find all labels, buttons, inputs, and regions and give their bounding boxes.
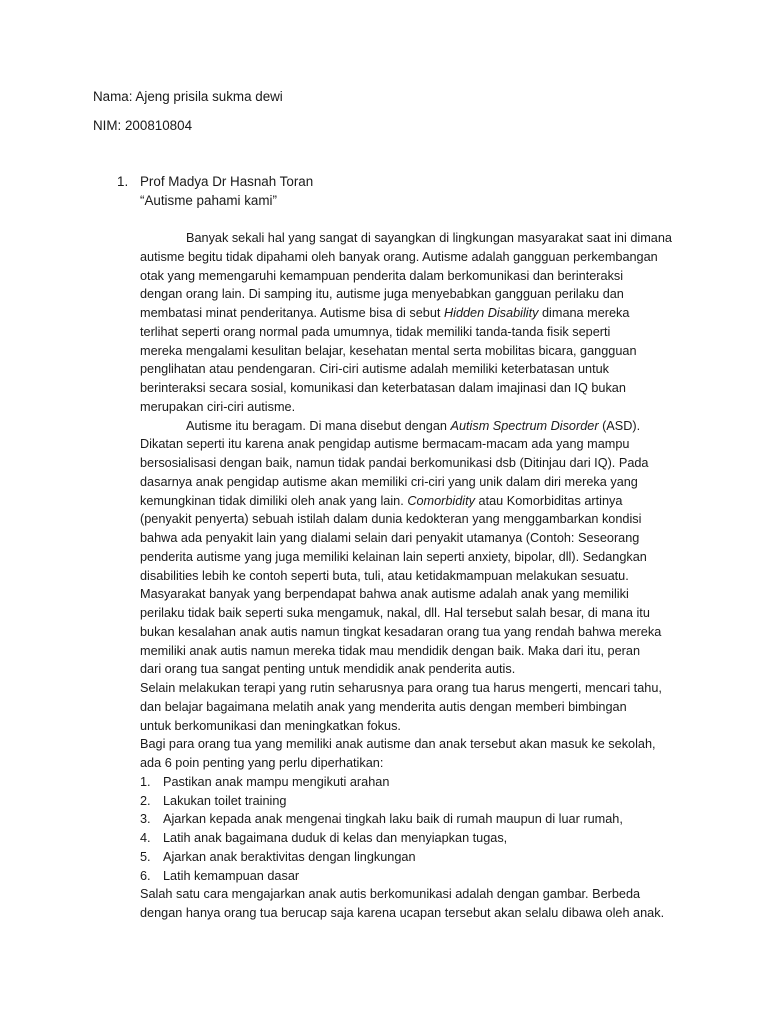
text-run: membatasi minat penderitanya. Autisme bisa di sebut [140,306,441,320]
italic-term: Hidden Disability [443,306,539,320]
tip-number: 4. [140,831,151,845]
paragraph-line: dengan hanya orang tua berucap saja karena ucapan tersebut akan selalu dibawa oleh anak. [140,906,665,920]
student-name-line: Nama: Ajeng prisila sukma dewi [93,89,283,104]
text-run: dimana mereka [542,306,630,320]
paragraph-line: disabilities lebih ke contoh seperti buta, tuli, atau ketidakmampuan melakukan sesuatu. [140,568,629,583]
tip-number: 1. [140,774,151,789]
paragraph-line: mereka mengalami kesulitan belajar, kesehatan mental serta mobilitas bicara, gangguan [140,343,637,358]
tip-item [140,848,685,867]
paragraph-line [140,492,685,511]
paragraph-line: memiliki anak autis namun mereka tidak mau mendidik dengan baik. Maka dari itu, peran [140,643,640,658]
paragraph-line: perilaku tidak baik seperti suka mengamuk, nakal, dll. Hal tersebut salah besar, di mana itu [140,606,650,620]
paragraph-line: Bagi para orang tua yang memiliki anak autisme dan anak tersebut akan masuk ke sekolah, [140,737,656,752]
section-number: 1. [117,174,129,189]
paragraph-line: penglihatan atau pendengaran. Ciri-ciri autisme adalah memiliki keterbatasan untuk [140,362,610,377]
paragraph-line: Salah satu cara mengajarkan anak autis berkomunikasi adalah dengan gambar. Berbeda [140,887,641,902]
paragraph-line: berinteraksi secara sosial, komunikasi dan keterbatasan dalam imajinasi dan IQ bukan [140,381,626,395]
tip-text: Latih kemampuan dasar [163,868,300,883]
tip-item [140,773,685,792]
text-run: kemungkinan tidak dimiliki oleh anak yang lain. [140,493,404,508]
tip-text: Latih anak bagaimana duduk di kelas dan menyiapkan tugas, [163,831,508,845]
paragraph-line: untuk berkomunikasi dan meningkatkan fokus. [140,718,401,733]
section-author: Prof Madya Dr Hasnah Toran [140,174,314,189]
paragraph-line: terlihat seperti orang normal pada umumnya, tidak memiliki tanda-tanda fisik seperti [140,324,611,339]
tip-item [140,829,685,848]
tip-item [140,792,685,811]
paragraph-line: bukan kesalahan anak autis namun tingkat kesadaran orang tua yang rendah bahwa mereka [140,624,662,639]
paragraph-line: dasarnya anak pengidap autisme akan memiliki cri-ciri yang unik dalam diri mereka yang [140,474,638,489]
document-body [140,229,685,923]
tip-number: 3. [140,812,151,827]
paragraph-line: dari orang tua sangat penting untuk mendidik anak penderita autis. [140,662,516,677]
paragraph-line: autisme begitu tidak dipahami oleh banyak orang. Autisme adalah gangguan perkembangan [140,249,658,264]
paragraph-line: penderita autisme yang juga memiliki kelainan lain seperti anxiety, bipolar, dll). Sedangkan [140,549,647,564]
paragraph-line: bahwa ada penyakit lain yang dialami selain dari penyakit utamanya (Contoh: Seseorang [140,531,640,545]
student-id-line: NIM: 200810804 [93,118,193,133]
text-run: (ASD). [602,418,641,433]
tip-number: 2. [140,793,151,808]
paragraph-line [140,304,685,323]
paragraph-line: bersosialisasi dengan baik, namun tidak pandai berkomunikasi dsb (Ditinjau dari IQ). Pada [140,456,649,470]
text-run: Autisme itu beragam. Di mana disebut dengan [186,418,447,433]
tip-text: Ajarkan anak beraktivitas dengan lingkungan [163,849,416,864]
paragraph-line: dan belajar bagaimana melatih anak yang menderita autis dengan memberi bimbingan [140,699,627,714]
tip-text: Ajarkan kepada anak mengenai tingkah laku baik di rumah maupun di luar rumah, [163,812,623,827]
paragraph-line: Banyak sekali hal yang sangat di sayangkan di lingkungan masyarakat saat ini dimana [186,231,672,245]
paragraph-line: ada 6 poin penting yang perlu diperhatikan: [140,756,384,770]
paragraph-line: (penyakit penyerta) sebuah istilah dalam dunia kedokteran yang menggambarkan kondisi [140,512,642,527]
paragraph-line: merupakan ciri-ciri autisme. [140,399,296,414]
tip-number: 5. [140,849,151,864]
paragraph-line: Dikatan seperti itu karena anak pengidap autisme bermacam-macam ada yang mampu [140,437,630,452]
paragraph-line: otak yang memengaruhi kemampuan penderita dalam berkomunikasi dan berinteraksi [140,268,624,283]
tip-item [140,810,685,829]
paragraph-line: dengan orang lain. Di samping itu, autisme juga menyebabkan gangguan perilaku dan [140,287,624,302]
paragraph-line: Selain melakukan terapi yang rutin seharusnya para orang tua harus mengerti, mencari tahu, [140,681,662,695]
paragraph-line: Masyarakat banyak yang berpendapat bahwa anak autisme adalah anak yang memiliki [140,587,629,602]
italic-term: Autism Spectrum Disorder [450,418,599,433]
tip-text: Pastikan anak mampu mengikuti arahan [163,774,390,789]
text-run: atau Komorbiditas artinya [478,493,623,508]
section-title: “Autisme pahami kami” [140,193,277,208]
italic-term: Comorbidity [407,493,475,508]
tip-item [140,867,685,886]
paragraph-line [140,417,685,436]
tip-number: 6. [140,868,151,883]
tip-text: Lakukan toilet training [163,793,287,808]
